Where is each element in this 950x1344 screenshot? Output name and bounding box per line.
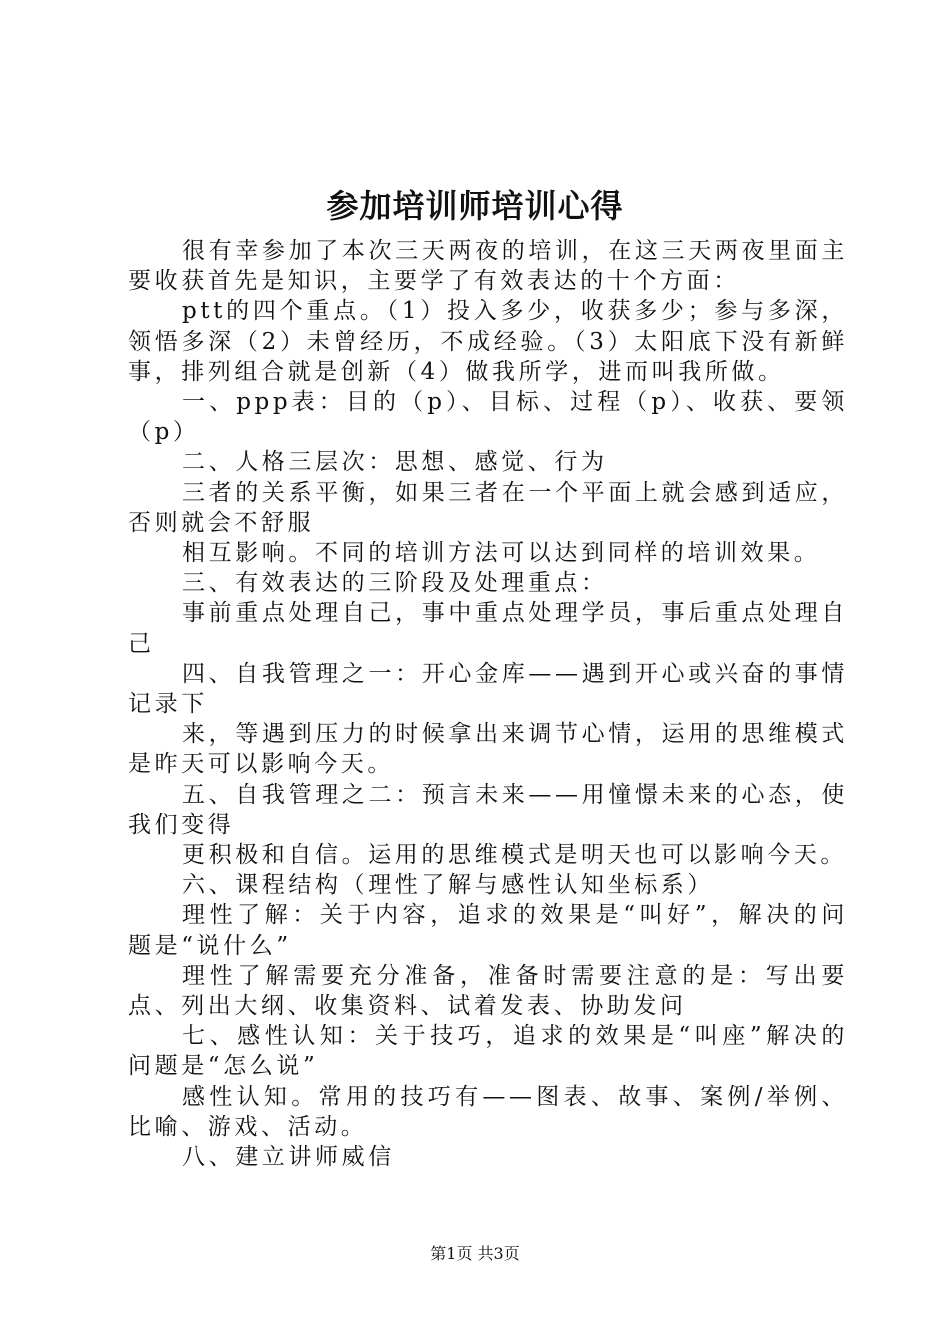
paragraph: ptt的四个重点。（1）投入多少，收获多少；参与多深，领悟多深（2）未曾经历，不成经验。（3）太阳底下没有新鲜事，排列组合就是创新（4）做我所学，进而叫我所做。 <box>128 298 848 385</box>
paragraph: 三者的关系平衡，如果三者在一个平面上就会感到适应，否则就会不舒服 <box>128 479 848 536</box>
paragraph: 六、课程结构（理性了解与感性认知坐标系） <box>182 872 714 899</box>
paragraph: 很有幸参加了本次三天两夜的培训，在这三天两夜里面主要收获首先是知识，主要学了有效表达的十个方面： <box>128 238 848 295</box>
paragraph: 更积极和自信。运用的思维模式是明天也可以影响今天。 <box>182 842 847 869</box>
paragraph: 理性了解：关于内容，追求的效果是“叫好”，解决的问题是“说什么” <box>128 902 848 959</box>
paragraph: 理性了解需要充分准备，准备时需要注意的是：写出要点、列出大纲、收集资料、试着发表、协助发问 <box>128 962 848 1020</box>
paragraph: 三、有效表达的三阶段及处理重点： <box>182 570 608 597</box>
document-title: 参加培训师培训心得 <box>326 187 624 225</box>
paragraph: 二、人格三层次：思想、感觉、行为 <box>182 449 608 476</box>
page-footer: 第1页 共3页 <box>430 1244 520 1263</box>
paragraph: 七、感性认知：关于技巧，追求的效果是“叫座”解决的问题是“怎么说” <box>128 1023 848 1080</box>
paragraph: 五、自我管理之二：预言未来——用憧憬未来的心态，使我们变得 <box>128 781 848 838</box>
paragraph: 八、建立讲师威信 <box>182 1144 395 1171</box>
paragraph: 事前重点处理自己，事中重点处理学员，事后重点处理自己 <box>128 600 848 657</box>
paragraph: 相互影响。不同的培训方法可以达到同样的培训效果。 <box>182 540 821 567</box>
document-body <box>128 236 848 1172</box>
paragraph: 感性认知。常用的技巧有——图表、故事、案例/举例、比喻、游戏、活动。 <box>128 1083 848 1140</box>
paragraph: 一、ppp表：目的（p）、目标、过程（p）、收获、要领（p） <box>128 389 848 446</box>
paragraph: 来，等遇到压力的时候拿出来调节心情，运用的思维模式是昨天可以影响今天。 <box>128 721 848 778</box>
paragraph: 四、自我管理之一：开心金库——遇到开心或兴奋的事情记录下 <box>128 660 848 718</box>
